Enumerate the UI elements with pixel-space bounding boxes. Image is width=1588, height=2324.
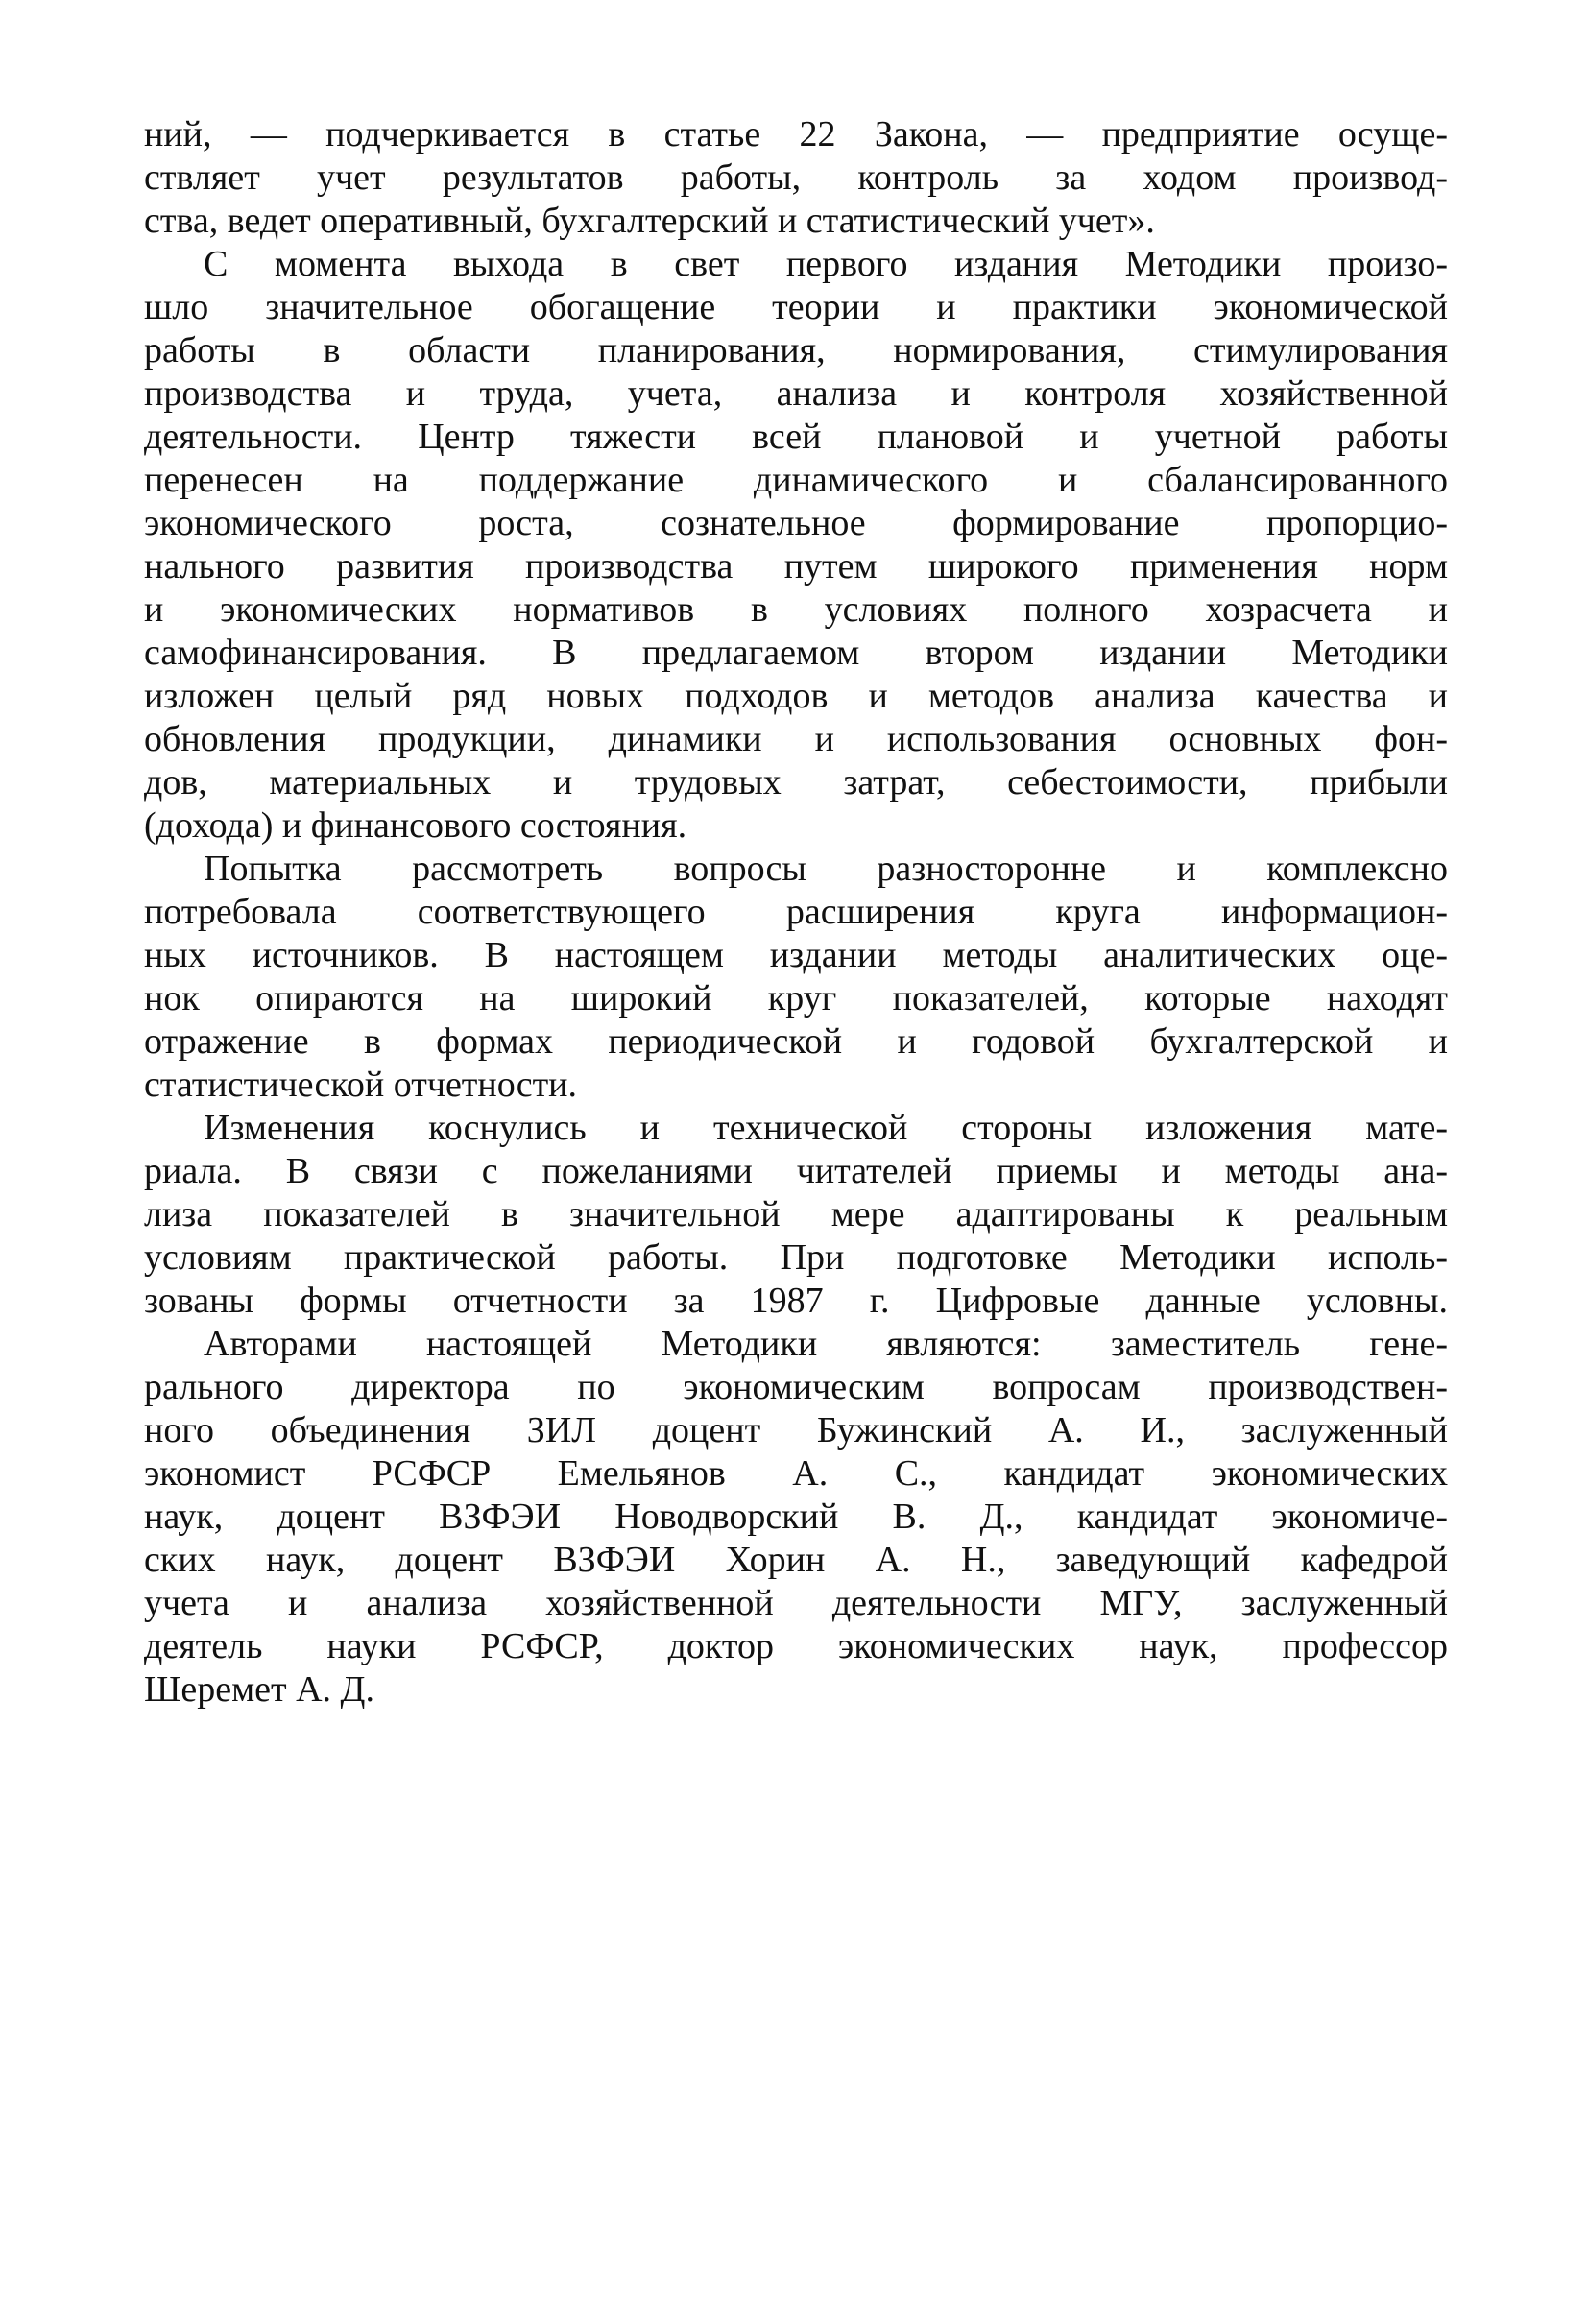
text-line: обновления продукции, динамики и использования основных фон-: [144, 719, 1448, 759]
text-line: ствляет учет результатов работы, контроль за ходом производ-: [144, 157, 1448, 198]
text-line: экономического роста, сознательное формирование пропорцио-: [144, 503, 1448, 543]
text-line: отражение в формах периодической и годовой бухгалтерской и: [144, 1021, 1448, 1062]
text-line: потребовала соответствующего расширения круга информацион-: [144, 892, 1448, 932]
text-line: ства, ведет оперативный, бухгалтерский и статистический учет».: [144, 201, 1155, 241]
text-line: деятель науки РСФСР, доктор экономических наук, профессор: [144, 1626, 1448, 1666]
text-line: Шеремет А. Д.: [144, 1669, 374, 1710]
text-line: наук, доцент ВЗФЭИ Новодворский В. Д., кандидат экономиче-: [144, 1497, 1448, 1537]
text-line: рального директора по экономическим вопросам производствен-: [144, 1367, 1448, 1407]
text-line: ных источников. В настоящем издании методы аналитических оце-: [144, 935, 1448, 975]
text-line: условиям практической работы. При подготовке Методики исполь-: [144, 1237, 1448, 1278]
text-line: нального развития производства путем широкого применения норм: [144, 546, 1448, 587]
text-line: и экономических нормативов в условиях полного хозрасчета и: [144, 589, 1448, 630]
text-line: дов, материальных и трудовых затрат, себестоимости, прибыли: [144, 762, 1448, 803]
text-line: нок опираются на широкий круг показателей, которые находят: [144, 978, 1448, 1018]
text-line: перенесен на поддержание динамического и сбалансированного: [144, 460, 1448, 500]
text-line: экономист РСФСР Емельянов А. С., кандидат экономических: [144, 1453, 1448, 1494]
text-line: работы в области планирования, нормирования, стимулирования: [144, 330, 1448, 371]
text-line: изложен целый ряд новых подходов и методов анализа качества и: [144, 676, 1448, 716]
paragraph-first-line: Изменения коснулись и технической стороны изложения мате-: [204, 1108, 1448, 1148]
text-line: лиза показателей в значительной мере адаптированы к реальным: [144, 1194, 1448, 1234]
text-line: ских наук, доцент ВЗФЭИ Хорин А. Н., заведующий кафедрой: [144, 1540, 1448, 1580]
text-line: ний, — подчеркивается в статье 22 Закона, — предприятие осуще-: [144, 114, 1448, 155]
text-line: шло значительное обогащение теории и практики экономической: [144, 287, 1448, 327]
text-line: (дохода) и финансового состояния.: [144, 805, 687, 846]
text-line: производства и труда, учета, анализа и контроля хозяйственной: [144, 373, 1448, 414]
paragraph-first-line: С момента выхода в свет первого издания Методики произо-: [204, 244, 1448, 284]
text-line: деятельности. Центр тяжести всей плановой и учетной работы: [144, 417, 1448, 457]
text-line: риала. В связи с пожеланиями читателей приемы и методы ана-: [144, 1151, 1448, 1191]
paragraph-first-line: Попытка рассмотреть вопросы разносторонне и комплексно: [204, 849, 1448, 889]
text-line: зованы формы отчетности за 1987 г. Цифровые данные условны.: [144, 1281, 1448, 1321]
text-line: статистической отчетности.: [144, 1065, 578, 1105]
text-line: ного объединения ЗИЛ доцент Бужинский А. И., заслуженный: [144, 1410, 1448, 1450]
paragraph-first-line: Авторами настоящей Методики являются: заместитель гене-: [204, 1324, 1448, 1364]
text-line: самофинансирования. В предлагаемом втором издании Методики: [144, 633, 1448, 673]
text-line: учета и анализа хозяйственной деятельности МГУ, заслуженный: [144, 1583, 1448, 1623]
